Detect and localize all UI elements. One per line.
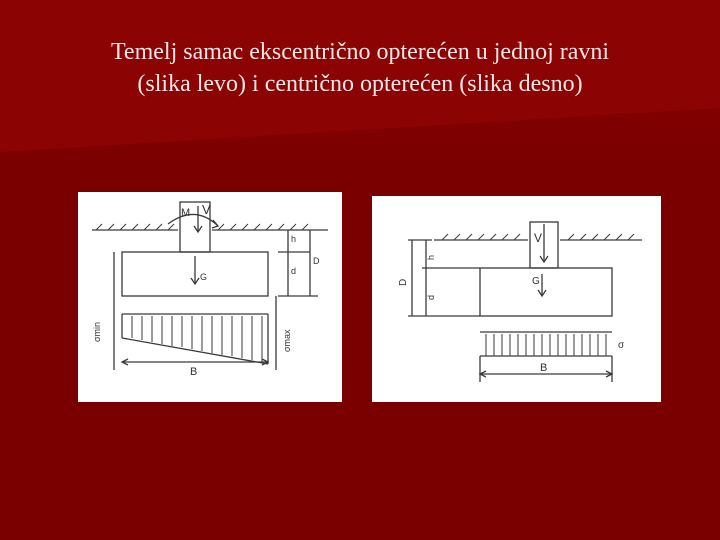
centric-footing-drawing <box>372 196 661 402</box>
label-weight: G <box>532 276 540 287</box>
label-thickness: d <box>291 266 297 276</box>
label-depth: D <box>398 278 409 286</box>
label-embed: h <box>426 254 436 260</box>
pressure-arrows <box>132 316 262 362</box>
slide-title <box>20 36 700 100</box>
footing <box>480 268 612 316</box>
label-width: B <box>540 362 548 374</box>
label-moment: M <box>181 207 191 219</box>
label-thickness: d <box>426 294 436 300</box>
figure-eccentric-footing <box>78 192 342 402</box>
label-sigma-min: σmin <box>92 321 102 342</box>
label-depth: D <box>313 256 320 266</box>
label-width: B <box>190 366 198 378</box>
eccentric-footing-drawing <box>78 192 342 402</box>
slide-title-line-1: Temelj samac ekscentrično opterećen u jednoj ravni <box>110 39 610 65</box>
label-weight: G <box>200 272 208 282</box>
label-embed: h <box>291 234 297 244</box>
pressure-arrows <box>486 334 606 356</box>
label-sigma: σ <box>618 340 625 351</box>
figure-centric-footing <box>372 196 661 402</box>
slide-title-line-2: (slika levo) i centrično opterećen (slika desno) <box>137 71 583 97</box>
label-vertical-load: V <box>534 231 543 245</box>
label-vertical-load: V <box>202 202 211 217</box>
pressure-slope <box>122 338 268 364</box>
label-sigma-max: σmax <box>282 329 292 352</box>
